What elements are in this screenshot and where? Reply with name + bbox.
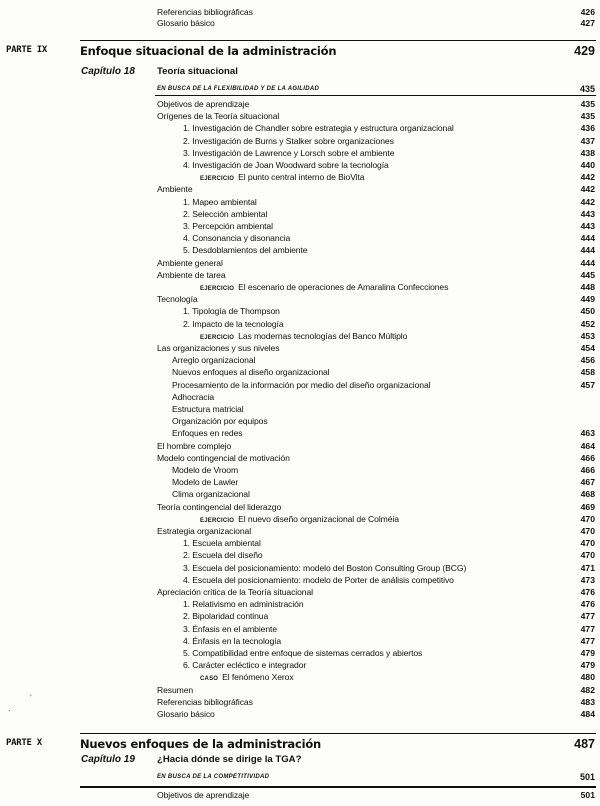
entry-type-tag: EJERCICIO [200,176,235,183]
toc-entry [0,354,600,366]
toc-entry [0,647,600,659]
entry-page: 479 [580,648,595,658]
entry-text [157,293,198,305]
entry-page: 450 [580,306,595,317]
toc-entry [0,452,600,464]
chapter-subtitle: EN BUSCA DE LA FLEXIBILIDAD Y DE LA AGILIDAD [157,86,320,92]
entry-page: 444 [580,245,595,256]
toc-entry [0,342,600,354]
chapter-subtitle: EN BUSCA DE LA COMPETITIVIDAD [157,774,270,780]
toc-entry-exercise [0,671,600,683]
entry-page: 457 [580,379,595,390]
toc-entry [0,183,600,195]
chapter-subtitle-row [155,83,595,95]
chapter-page: 501 [579,772,595,782]
toc-entry [0,257,600,269]
toc-entry [0,659,600,671]
entry-title: Glosario básico [157,709,215,719]
toc-entry [0,147,600,159]
chapter-title: Teoría situacional [157,66,238,77]
entry-page: 440 [580,160,595,170]
entry-title: Modelo de Vroom [172,465,239,475]
toc-entry [0,244,600,256]
entry-title: El hombre complejo [157,440,232,451]
entry-page: 452 [580,318,595,329]
entry-title: Ambiente de tarea [157,269,226,280]
entry-page: 483 [580,696,595,707]
toc-entry [0,610,600,622]
entry-text [183,623,277,635]
entry-page: 435 [580,111,595,122]
entry-text [157,452,290,464]
toc-entry [0,586,600,598]
entry-title: Adhocracia [172,391,214,402]
entry-page: 477 [580,623,595,634]
entry-text [183,196,257,208]
toc-entry-top-glossary [0,17,600,29]
entry-page: 448 [580,282,595,292]
entry-title: Modelo de Lawler [172,477,239,488]
entry-page: 444 [580,233,595,244]
entry-title: 1. Relativismo en administración [183,599,304,610]
part-label: PARTE X [6,738,42,748]
entry-page: 469 [580,501,595,512]
entry-title: 2. Investigación de Burns y Stalker sobre organizaciones [183,135,394,146]
entry-title: Procesamiento de la información por medio del diseño organizacional [172,379,431,390]
entry-text [157,183,193,195]
entry-text [183,122,454,134]
entry-title: 5. Desdoblamientos del ambiente [183,245,308,256]
toc-entry [0,98,600,110]
entry-page: 480 [580,672,595,683]
toc-entry [0,598,600,610]
entry-text [183,610,268,622]
entry-title: Ambiente general [157,257,223,268]
entry-title: Referencias bibliográficas [157,696,253,707]
chapter-rule [155,95,596,96]
entry-title: El escenario de operaciones de Amaralina Confecciones [238,282,449,292]
entry-page: 427 [580,18,595,28]
toc-entry [0,379,600,391]
entry-page: 449 [580,294,595,305]
entry-title: Las modernas tecnologías del Banco Múltiplo [238,330,408,341]
entry-page: 456 [580,355,595,366]
part-title: Nuevos enfoques de la administración [80,737,322,751]
entry-page: 442 [580,184,595,195]
entry-text [157,708,215,720]
entry-page: 445 [580,269,595,280]
toc-entry [0,440,600,452]
entry-page: 436 [580,123,595,134]
entry-text [183,135,394,147]
entry-text [172,427,242,439]
chapter-heading-18 [0,66,600,80]
entry-title: 2. Selección ambiental [183,208,268,219]
entry-text [183,220,273,232]
entry-text [157,501,281,513]
toc-entry [0,488,600,500]
toc-entry-exercise [0,330,600,342]
entry-text [172,366,329,378]
entry-text [183,147,394,159]
entry-title: Clima organizacional [172,489,250,500]
entry-text [183,318,284,330]
toc-entry [0,208,600,220]
entry-page: 443 [580,208,595,219]
entry-page: 437 [580,135,595,146]
entry-title: 6. Carácter ecléctico e integrador [183,660,307,671]
toc-entry [0,269,600,281]
entry-page: 470 [580,513,595,524]
entry-page: 438 [580,147,595,158]
entry-title: 2. Escuela del diseño [183,550,263,561]
entry-text [183,208,267,220]
entry-title: 3. Investigación de Lawrence y Lorsch sobre el ambiente [183,147,395,158]
entry-page: 468 [580,489,595,500]
entry-page: 476 [580,587,595,597]
entry-page: 470 [580,526,595,536]
entry-text [183,659,306,671]
entry-text [183,647,422,659]
entry-page: 463 [580,428,595,439]
toc-entry [0,366,600,378]
entry-page: 442 [580,172,595,183]
section-rule [80,40,596,41]
entry-title: 1. Mapeo ambiental [183,196,257,207]
chapter-rule [80,786,596,788]
entry-page: 443 [580,221,595,231]
entry-title: Estrategia organizacional [157,526,251,536]
entry-text [172,464,238,476]
entry-title: El nuevo diseño organizacional de Colméia [238,513,399,524]
part-page: 487 [574,737,595,751]
entry-title: Arreglo organizacional [172,355,256,366]
toc-entry [0,623,600,635]
entry-text [157,525,251,537]
entry-page: 466 [580,465,595,475]
entry-page: 466 [580,452,595,463]
scan-speck: ʼ [30,694,32,703]
entry-page: 484 [580,709,595,719]
toc-entry [0,684,600,696]
toc-entry [0,708,600,720]
part-heading-x [0,737,600,755]
entry-text [157,98,249,110]
part-heading-ix [0,44,600,62]
entry-text: Glosario básico [157,18,215,28]
entry-text [157,110,279,122]
toc-entry [0,391,600,403]
entry-text [183,574,454,586]
entry-page: 482 [580,684,595,695]
toc-entry [0,110,600,122]
toc-entry [0,403,600,415]
toc-entry-exercise [0,281,600,293]
entry-page: 454 [580,343,595,353]
entry-title: 4. Consonancia y disonancia [183,233,291,244]
entry-text [183,159,389,171]
entry-text [172,379,430,391]
chapter-heading-19 [0,754,600,768]
entry-text [157,257,223,269]
entry-title: El fenómeno Xerox [222,672,294,683]
entry-text [172,488,250,500]
entry-title: 2. Impacto de la tecnología [183,318,284,329]
entry-text [183,244,307,256]
toc-entry [0,464,600,476]
chapter-label: Capítulo 18 [81,66,135,77]
entry-title: Apreciación crítica de la Teoría situacional [157,587,313,597]
toc-entry [0,220,600,232]
entry-page: 426 [580,7,595,17]
entry-text [157,269,226,281]
entry-text [183,232,290,244]
entry-title: Resumen [157,684,194,695]
entry-text [183,305,280,317]
entry-text [172,415,268,427]
section-rule [80,733,596,734]
entry-page: 501 [580,790,595,800]
entry-text [172,354,255,366]
entry-title: Teoría contingencial del liderazgo [157,501,282,512]
chapter-page: 435 [579,84,595,94]
entry-page: 470 [580,538,595,549]
entry-page: 435 [580,99,595,109]
entry-title: Modelo contingencial de motivación [157,452,290,463]
entry-title: 2. Bipolaridad continua [183,611,269,622]
entry-text [172,391,214,403]
entry-text [157,440,231,452]
entry-title: Ambiente [157,184,193,195]
toc-entry [0,696,600,708]
toc-entry [0,415,600,427]
toc-entry-exercise [0,171,600,183]
entry-text [183,549,263,561]
entry-title: 3. Escuela del posicionamiento: modelo del Boston Consulting Group (BCG) [183,562,467,573]
entry-text: Referencias bibliográficas [157,7,253,17]
toc-entry [0,293,600,305]
entry-type-tag: EJERCICIO [200,334,235,341]
entry-page: 444 [580,257,595,268]
entry-text [157,696,253,708]
part-label: PARTE IX [6,45,47,55]
entry-page: 470 [580,550,595,561]
entry-type-tag: EJERCICIO [200,286,235,292]
entry-page: 458 [580,367,595,378]
entry-text [172,403,244,415]
entry-title: Tecnología [157,294,198,305]
entry-text [183,598,304,610]
entry-title: 1. Tipología de Thompson [183,306,280,317]
entry-page: 453 [580,330,595,341]
toc-entry [0,525,600,537]
toc-entry [0,135,600,147]
entry-page: 473 [580,574,595,585]
toc-entry [0,232,600,244]
toc-entry [0,549,600,561]
entry-page: 477 [580,635,595,646]
entry-title: Organización por equipos [172,416,268,427]
entry-type-tag: CASO [200,676,219,683]
entry-page: 467 [580,477,595,488]
scan-speck: · [8,706,11,715]
part-title: Enfoque situacional de la administración [80,44,337,58]
entry-page: 464 [580,440,595,451]
entry-text [172,476,238,488]
entry-text [183,562,466,574]
entry-text [157,684,193,696]
toc-entry [0,537,600,549]
part-page: 429 [574,44,595,58]
entry-text [183,635,281,647]
entry-title: Orígenes de la Teoría situacional [157,111,280,122]
entry-page: 479 [580,660,595,671]
entry-page: 477 [580,611,595,622]
entry-page: 442 [580,196,595,207]
entry-title: Las organizaciones y sus niveles [157,343,280,353]
entry-title: 1. Escuela ambiental [183,538,261,549]
entry-title: 4. Escuela del posicionamiento: modelo de Porter de análisis competitivo [183,574,454,585]
toc-entry [0,635,600,647]
entry-title: Estructura matricial [172,404,244,414]
chapter-title: ¿Hacia dónde se dirige la TGA? [157,754,302,765]
entry-title: 4. Énfasis en la tecnología [183,635,282,646]
toc-entry-exercise [0,513,600,525]
entry-title: El punto central interno de BioVita [238,172,365,183]
entry-title: 1. Investigación de Chandler sobre estrategia y estructura organizacional [183,123,454,134]
toc-entry [0,476,600,488]
toc-entry [0,196,600,208]
entry-text [183,537,261,549]
entry-type-tag: EJERCICIO [200,517,235,524]
toc-entry [0,501,600,513]
toc-entry [0,318,600,330]
entry-title: Enfoques en redes [172,428,243,439]
entry-title: Nuevos enfoques al diseño organizacional [172,367,330,378]
toc-entry-bottom [0,789,600,801]
entry-text: Objetivos de aprendizaje [157,790,250,800]
toc-entry [0,427,600,439]
toc-entry [0,305,600,317]
toc-entry [0,159,600,171]
entry-title: 3. Énfasis en el ambiente [183,623,277,634]
chapter-label: Capítulo 19 [81,754,135,765]
chapter-subtitle-row [155,771,595,783]
entry-title: Objetivos de aprendizaje [157,99,250,109]
entry-page: 476 [580,599,595,610]
toc-entry [0,562,600,574]
entry-text [157,586,313,598]
entry-page: 471 [580,562,595,573]
entry-text [157,342,279,354]
entry-title: 4. Investigación de Joan Woodward sobre la tecnología [183,160,389,170]
entry-title: 3. Percepción ambiental [183,221,273,231]
entry-title: 5. Compatibilidad entre enfoque de sistemas cerrados y abiertos [183,648,423,658]
toc-entry [0,574,600,586]
toc-entry [0,122,600,134]
